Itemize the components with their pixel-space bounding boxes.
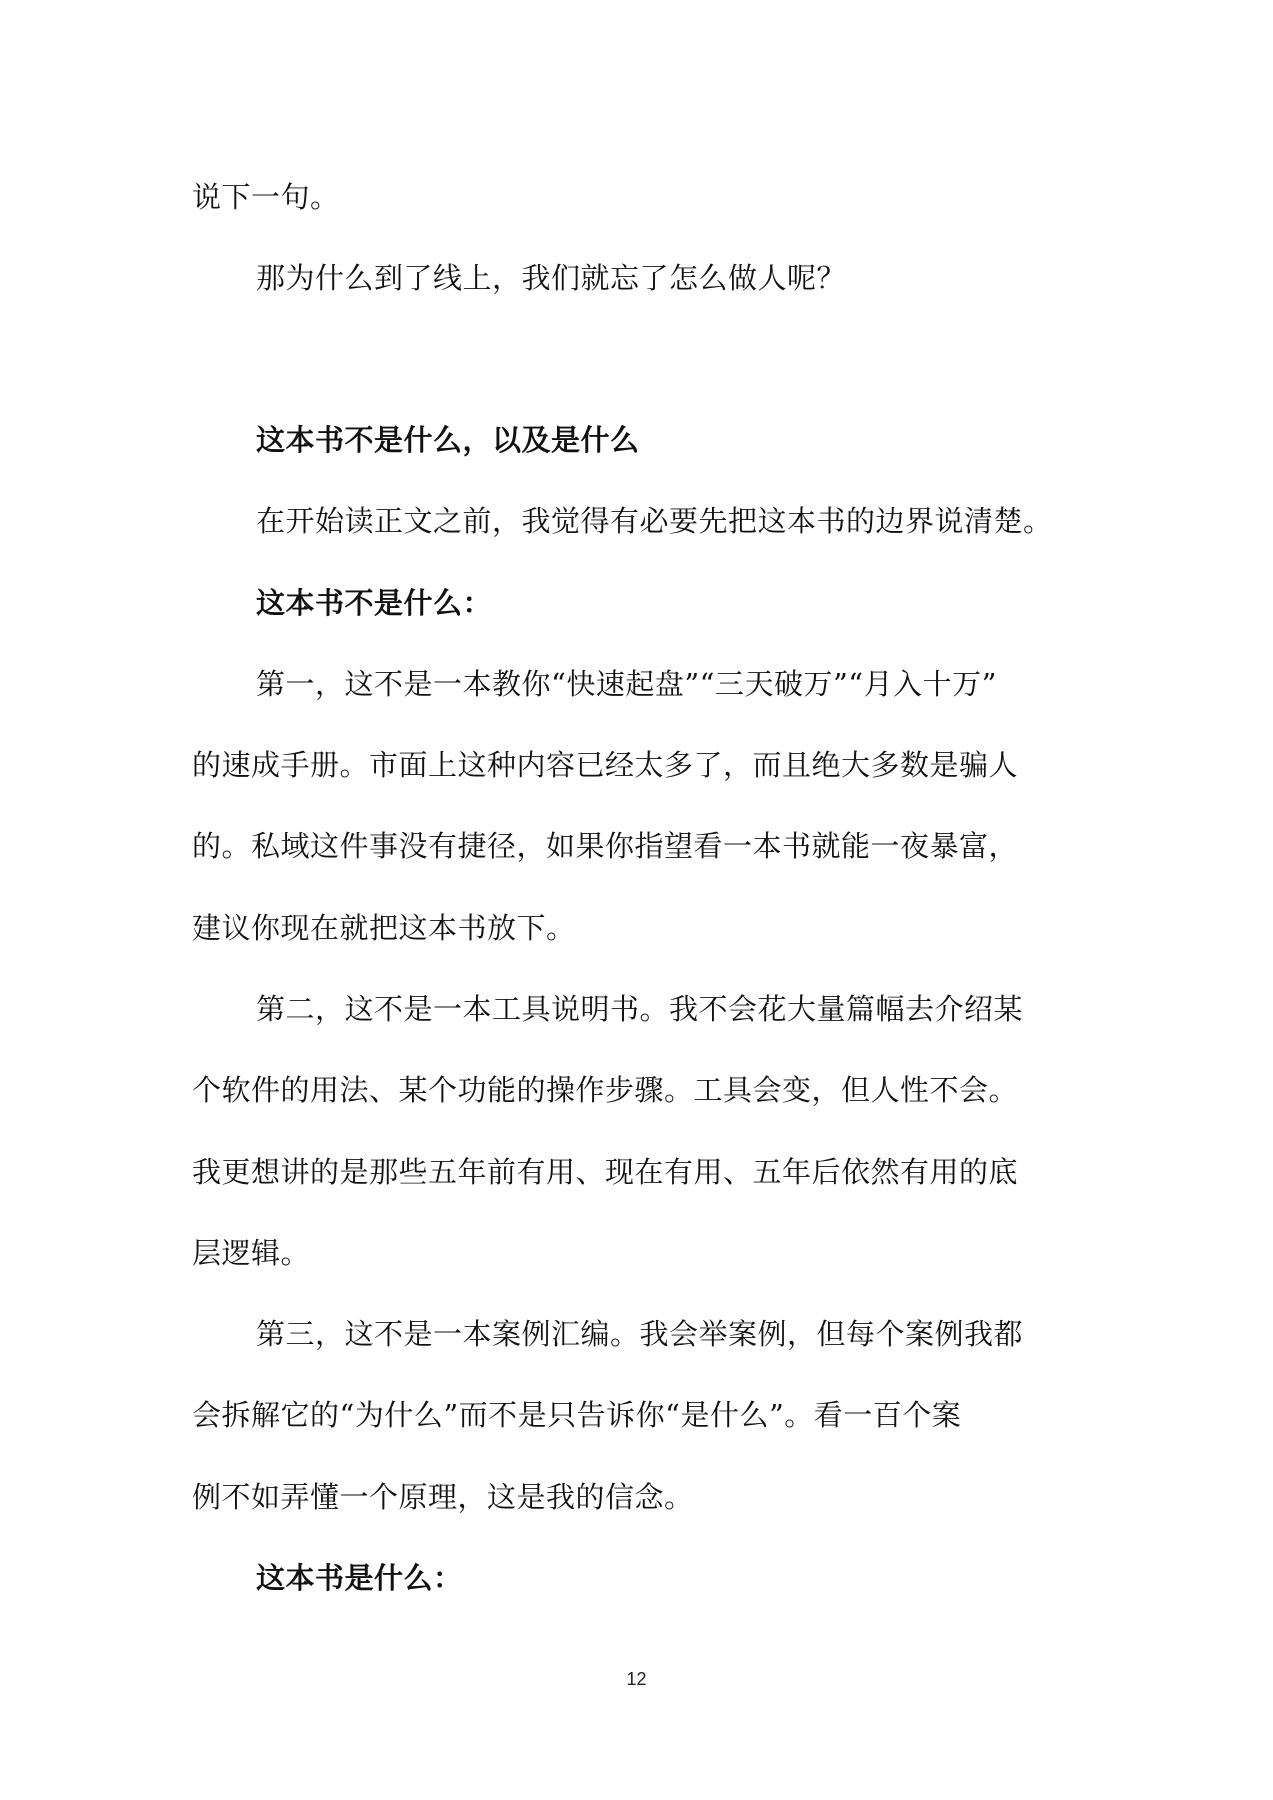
text-line: 会拆解它的“为什么”而不是只告诉你“是什么”。看一百个案 bbox=[192, 1398, 962, 1432]
subheading: 这本书不是什么： bbox=[256, 586, 493, 620]
text-line: 的速成手册。市面上这种内容已经太多了，而且绝大多数是骗人 bbox=[192, 748, 1019, 782]
text-line: 的。私域这件事没有捷径，如果你指望看一本书就能一夜暴富， bbox=[192, 829, 1019, 863]
subheading: 这本书是什么： bbox=[256, 1561, 463, 1595]
text-line: 那为什么到了线上，我们就忘了怎么做人呢？ bbox=[256, 261, 847, 295]
text-line: 例不如弄懂一个原理，这是我的信念。 bbox=[192, 1480, 694, 1514]
text-line: 我更想讲的是那些五年前有用、现在有用、五年后依然有用的底 bbox=[192, 1155, 1019, 1189]
text-line: 说下一句。 bbox=[192, 180, 340, 214]
section-heading: 这本书不是什么，以及是什么 bbox=[256, 423, 640, 457]
text-line: 在开始读正文之前，我觉得有必要先把这本书的边界说清楚。 bbox=[256, 504, 1053, 538]
text-line: 个软件的用法、某个功能的操作步骤。工具会变，但人性不会。 bbox=[192, 1073, 1019, 1107]
page-number: 12 bbox=[626, 1669, 647, 1689]
text-line: 第一，这不是一本教你“快速起盘”“三天破万”“月入十万” bbox=[256, 667, 997, 701]
text-line: 层逻辑。 bbox=[192, 1236, 311, 1270]
text-line: 第三，这不是一本案例汇编。我会举案例，但每个案例我都 bbox=[256, 1317, 1024, 1351]
text-line: 建议你现在就把这本书放下。 bbox=[192, 911, 576, 945]
text-line: 第二，这不是一本工具说明书。我不会花大量篇幅去介绍某 bbox=[256, 992, 1024, 1026]
